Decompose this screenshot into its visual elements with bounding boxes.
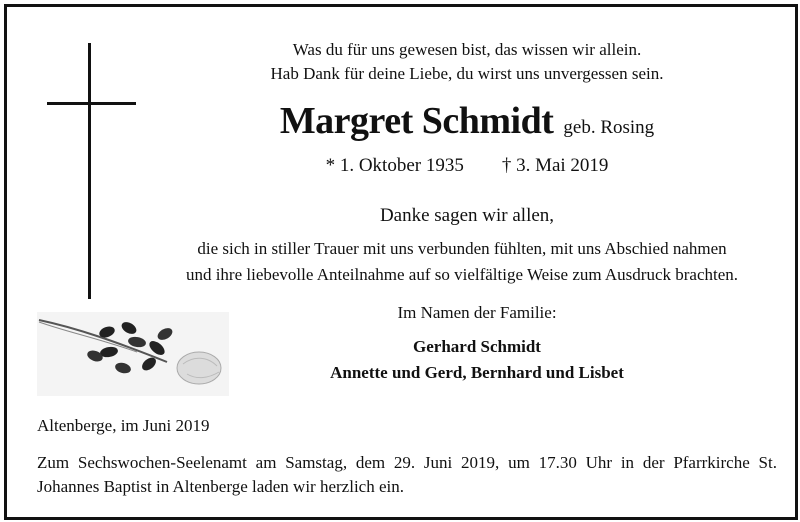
thanks-line-3: und ihre liebevolle Anteilnahme auf so vielfältige Weise zum Ausdruck brachten. — [185, 265, 739, 284]
service-notice: Zum Sechswochen-Seelenamt am Samstag, dem 29. Juni 2019, um 17.30 Uhr in der Pfarrkirche St. Johannes Baptist in Altenberge laden wir herzlich ein. — [37, 453, 777, 496]
family-line-2: Annette und Gerd, Bernhard und Lisbet — [330, 363, 624, 382]
motto-line-1: Was du für uns gewesen bist, das wissen wir allein. — [292, 40, 642, 59]
birth-name: geb. Rosing — [563, 117, 655, 138]
thanks-line-2: die sich in stiller Trauer mit uns verbunden fühlten, mit uns Abschied nahmen — [197, 239, 727, 258]
family-line-1: Gerhard Schmidt — [413, 337, 541, 356]
thanks-heading: Danke sagen wir allen, — [379, 205, 555, 226]
rose-icon — [37, 312, 229, 396]
rose-image — [37, 312, 229, 396]
cross-icon-bar — [47, 102, 136, 105]
place-date: Altenberge, im Juni 2019 — [37, 416, 210, 435]
birth-date: * 1. Oktober 1935 — [325, 155, 464, 176]
death-date: † 3. Mai 2019 — [501, 155, 609, 176]
life-dates — [177, 155, 757, 177]
deceased-name-row — [177, 99, 757, 143]
deceased-name: Margret Schmidt — [279, 100, 554, 142]
family-label: Im Namen der Familie: — [397, 303, 557, 322]
cross-icon — [88, 43, 91, 299]
obituary-frame — [4, 4, 798, 520]
motto-line-2: Hab Dank für deine Liebe, du wirst uns unvergessen sein. — [270, 64, 664, 83]
